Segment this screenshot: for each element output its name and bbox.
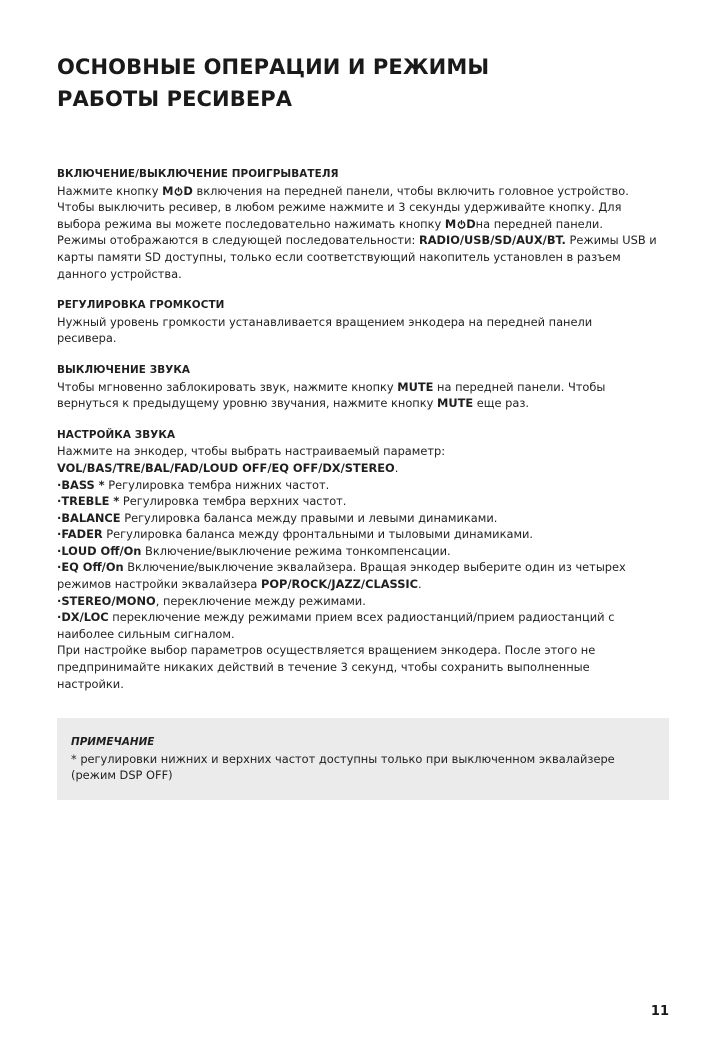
section-power [57, 166, 677, 282]
text-line: При настройке выбор параметров осуществляется вращением энкодера. После этого не [57, 643, 596, 658]
power-icon [457, 220, 466, 229]
section-mute [57, 362, 677, 412]
text-line: предпринимайте никаких действий в течение 3 секунд, чтобы сохранить выполненные [57, 660, 590, 675]
mute-button-label: MUTE [437, 396, 474, 411]
term: ·LOUD Off/On [57, 543, 142, 558]
text-line: Чтобы выключить ресивер, в любом режиме нажмите и 3 секунды удерживайте кнопку. Для [57, 200, 622, 215]
list-item-balance [57, 510, 677, 527]
paragraph-power [57, 183, 677, 283]
text-line: ресивера. [57, 331, 117, 346]
text-line: настройки. [57, 676, 124, 691]
paragraph-volume [57, 314, 677, 347]
list-item-stereo [57, 593, 677, 610]
section-heading-power: ВКЛЮЧЕНИЕ/ВЫКЛЮЧЕНИЕ ПРОИГРЫВАТЕЛЯ [57, 168, 339, 180]
section-volume [57, 297, 677, 347]
mod-letter-d: D [466, 216, 476, 231]
list-item-bass [57, 477, 677, 494]
text-line [57, 395, 677, 412]
description: переключение между режимами прием всех радиостанций/прием радиостанций с [108, 610, 615, 625]
text-run: вернуться к предыдущему уровню звучания, нажмите кнопку [57, 396, 437, 411]
power-icon [174, 187, 183, 196]
text-run: Нажмите кнопку [57, 183, 163, 198]
text-run: режимов настройки эквалайзера [57, 577, 262, 592]
mod-letter-d: D [183, 183, 193, 198]
note-line: (режим DSP OFF) [71, 768, 173, 783]
manual-content [57, 166, 677, 692]
description: , переключение между режимами. [155, 593, 366, 608]
note-line: * регулировки нижних и верхних частот доступны только при выключенном эквалайзере [71, 751, 615, 766]
paragraph-sound [57, 443, 677, 692]
note-title: ПРИМЕЧАНИЕ [71, 736, 155, 748]
list-item-dx [57, 609, 677, 626]
text-run: еще раз. [473, 396, 530, 411]
page-title [57, 51, 677, 115]
text-run: на передней панели. Чтобы [433, 379, 606, 394]
text-line [57, 576, 677, 593]
section-heading-volume: РЕГУЛИРОВКА ГРОМКОСТИ [57, 299, 225, 312]
text-line: карты памяти SD доступны, только если соответствующий накопитель установлен в разъем [57, 249, 621, 264]
term: ·BASS * [57, 477, 105, 492]
list-item-fader [57, 526, 677, 543]
term: ·BALANCE [57, 510, 121, 525]
description: Регулировка баланса между фронтальными и тыловыми динамиками. [102, 527, 534, 542]
description: Включение/выключение режима тонкомпенсации. [141, 543, 451, 558]
mod-button-label [445, 217, 476, 231]
section-sound [57, 427, 677, 693]
text-line: наиболее сильным сигналом. [57, 626, 235, 641]
page-title-line-1: ОСНОВНЫЕ ОПЕРАЦИИ И РЕЖИМЫ [57, 55, 490, 79]
term: ·EQ Off/On [57, 560, 124, 575]
text-line: данного устройства. [57, 266, 182, 281]
eq-mode-list: POP/ROCK/JAZZ/CLASSIC [261, 577, 419, 592]
mod-button-label [162, 184, 193, 198]
mute-button-label: MUTE [397, 379, 434, 394]
note-content [71, 734, 661, 784]
text-run: Чтобы мгновенно заблокировать звук, нажмите кнопку [57, 379, 398, 394]
page-number: 11 [650, 1004, 669, 1019]
text-line [57, 460, 677, 477]
text-run: . [418, 577, 422, 592]
text-run: на передней панели. [475, 216, 603, 231]
parameter-list: VOL/BAS/TRE/BAL/FAD/LOUD OFF/EQ OFF/DX/STEREO [57, 460, 395, 475]
text-run: . [394, 460, 399, 475]
note-box [57, 718, 669, 800]
text-line [57, 183, 677, 200]
text-line: Нажмите на энкодер, чтобы выбрать настраиваемый параметр: [57, 444, 446, 459]
text-line: Нужный уровень громкости устанавливается вращением энкодера на передней панели [57, 314, 593, 329]
page-title-line-2: РАБОТЫ РЕСИВЕРА [57, 87, 293, 111]
mod-letter-m: M [162, 183, 174, 198]
description: Регулировка баланса между правыми и левыми динамиками. [120, 510, 498, 525]
term: ·TREBLE * [57, 494, 120, 509]
text-run: Режимы USB и [565, 233, 657, 248]
term: ·DX/LOC [57, 610, 109, 625]
text-run: включения на передней панели, чтобы включить головное устройство. [192, 183, 629, 198]
mode-sequence: RADIO/USB/SD/AUX/BT. [418, 233, 566, 248]
text-run: Режимы отображаются в следующей последовательности: [57, 233, 419, 248]
paragraph-mute [57, 379, 677, 412]
description: Регулировка тембра верхних частот. [119, 494, 347, 509]
text-run: выбора режима вы можете последовательно нажимать кнопку [57, 216, 445, 231]
text-line [57, 379, 677, 396]
description: Регулировка тембра нижних частот. [104, 477, 330, 492]
list-item-eq [57, 559, 677, 576]
list-item-loud [57, 543, 677, 560]
term: ·STEREO/MONO [57, 593, 156, 608]
text-line [57, 232, 677, 249]
section-heading-sound: НАСТРОЙКА ЗВУКА [57, 428, 176, 441]
section-heading-mute: ВЫКЛЮЧЕНИЕ ЗВУКА [57, 363, 191, 376]
text-line [57, 216, 677, 233]
mod-letter-m: M [444, 216, 457, 231]
description: Включение/выключение эквалайзера. Вращая энкодер выберите один из четырех [123, 560, 626, 575]
term: ·FADER [57, 527, 103, 542]
list-item-treble [57, 493, 677, 510]
